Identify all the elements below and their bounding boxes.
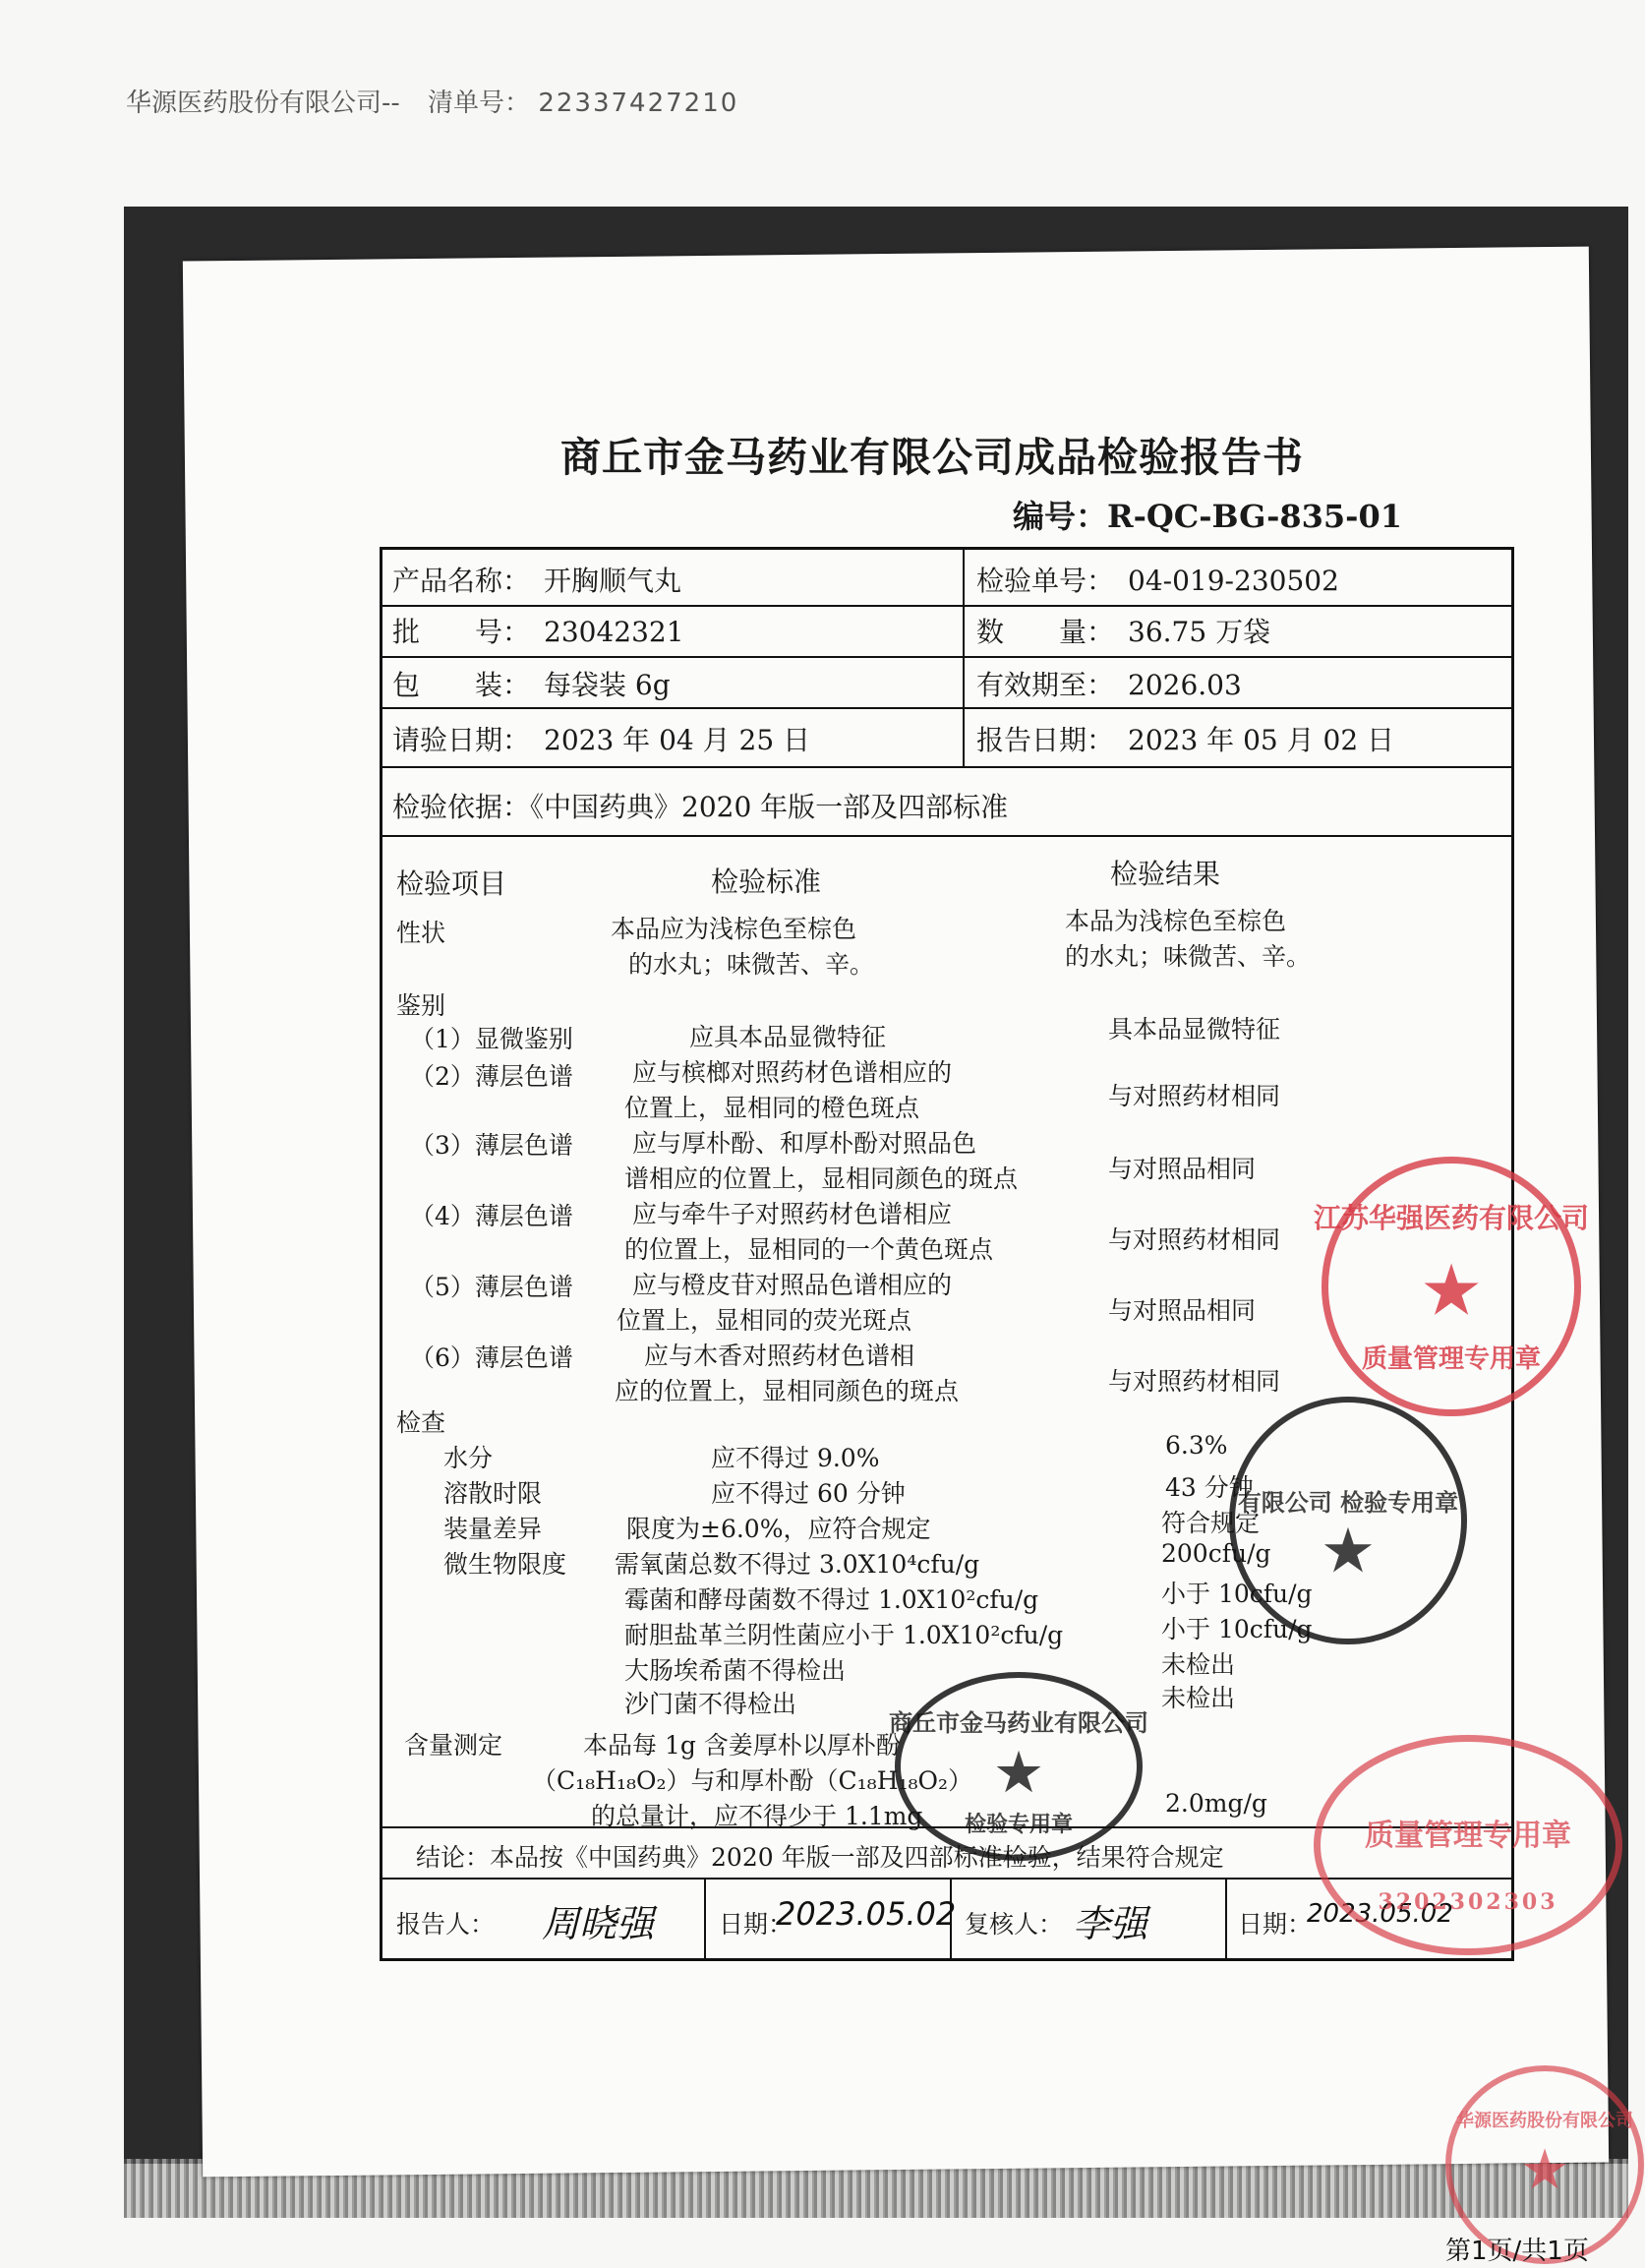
id-item-result: 具本品显微特征 <box>1108 1015 1281 1044</box>
red-qc-stamp <box>1314 1735 1622 1955</box>
traits-label: 性状 <box>396 919 446 947</box>
row-divider <box>382 605 1513 607</box>
assay-standard-3: 的总量计，应不得少于 1.1mg <box>591 1802 923 1830</box>
stamp-sub: 质量管理专用章 <box>1361 1344 1541 1374</box>
fill-standard: 限度为±6.0%，应符合规定 <box>626 1515 931 1543</box>
assay-standard-2: （C₁₈H₁₈O₂）与和厚朴酚（C₁₈H₁₈O₂） <box>532 1766 973 1795</box>
col-header-standard: 检验标准 <box>711 865 822 898</box>
star-icon: ★ <box>995 1743 1042 1803</box>
inspect-no-label: 检验单号： <box>976 565 1115 597</box>
page-footer: 第1页/共1页 <box>1445 2237 1589 2266</box>
basis-label: 检验依据： <box>392 791 531 823</box>
row-divider <box>382 707 1513 709</box>
id-item-result: 与对照药材相同 <box>1108 1367 1281 1396</box>
row-divider <box>382 766 1513 768</box>
id-item-result: 与对照药材相同 <box>1108 1082 1281 1110</box>
product-label: 产品名称： <box>392 565 531 597</box>
report-date-value: 2023 年 05 月 02 日 <box>1128 724 1395 756</box>
quantity-cell <box>976 611 1270 650</box>
list-number: 22337427210 <box>538 89 739 118</box>
conclusion: 结论：本品按《中国药典》2020 年版一部及四部标准检验，结果符合规定 <box>416 1843 1224 1872</box>
col-divider <box>704 1878 706 1960</box>
col-header-item: 检验项目 <box>396 867 507 900</box>
inspection-no-cell <box>976 560 1339 599</box>
traits-result-1: 本品为浅棕色至棕色 <box>1065 907 1287 935</box>
water-name: 水分 <box>443 1444 494 1472</box>
disintegration-name: 溶散时限 <box>443 1479 543 1508</box>
id-item-standard: 应与木香对照药材色谱相 <box>644 1342 915 1370</box>
id-item-standard: 应与厚朴酚、和厚朴酚对照品色 <box>632 1129 977 1158</box>
col-header-result: 检验结果 <box>1110 858 1221 890</box>
assay-standard-1: 本品每 1g 含姜厚朴以厚朴酚 <box>583 1731 901 1760</box>
microbe-standard: 耐胆盐革兰阴性菌应小于 1.0X10²cfu/g <box>624 1621 1064 1649</box>
stamp-black-text: 有限公司 检验专用章 <box>1237 1488 1459 1517</box>
id-item-result: 与对照品相同 <box>1108 1296 1257 1325</box>
traits-standard-2: 的水丸；味微苦、辛。 <box>628 950 875 979</box>
report-date-cell <box>976 719 1394 758</box>
inspect-no-value: 04-019-230502 <box>1128 565 1339 597</box>
stamp-sub: 质量管理专用章 <box>1365 1819 1571 1853</box>
basis-value: 《中国药典》2020 年版一部及四部标准 <box>530 791 1009 823</box>
red-quality-stamp <box>1314 1157 1590 1416</box>
stamp-company-name: 江苏华强医药有限公司 <box>1314 1202 1590 1234</box>
request-date-label: 请验日期： <box>392 724 531 756</box>
id-item-result: 与对照品相同 <box>1108 1155 1257 1183</box>
expiry-label: 有效期至： <box>976 669 1115 701</box>
date-handwritten: 2023.05.02 <box>776 1895 957 1933</box>
id-item-standard-2: 谱相应的位置上，显相同颜色的斑点 <box>624 1164 1019 1193</box>
basis-cell <box>392 786 1008 825</box>
id-item-name: （2）薄层色谱 <box>410 1062 573 1091</box>
id-item-name: （4）薄层色谱 <box>410 1202 573 1230</box>
disintegration-result: 43 分钟 <box>1165 1473 1254 1502</box>
water-standard: 应不得过 9.0% <box>711 1444 880 1472</box>
microbe-standard: 霉菌和酵母菌数不得过 1.0X10²cfu/g <box>624 1585 1039 1614</box>
id-item-standard-2: 位置上，显相同的橙色斑点 <box>624 1094 920 1122</box>
stamp-company-name: 商丘市金马药业有限公司 <box>889 1708 1148 1737</box>
fill-result: 符合规定 <box>1161 1509 1261 1537</box>
microbe-standard: 沙门菌不得检出 <box>624 1690 797 1718</box>
company-prefix: 华源医药股份有限公司-- <box>126 89 400 118</box>
qty-label: 数 量： <box>976 616 1115 648</box>
product-value: 开胸顺气丸 <box>544 565 682 597</box>
microbe-standard: 需氧菌总数不得过 3.0X10⁴cfu/g <box>615 1550 980 1579</box>
batch-cell <box>392 611 684 650</box>
disintegration-standard: 应不得过 60 分钟 <box>711 1479 906 1508</box>
batch-value: 23042321 <box>544 616 684 648</box>
stamp-sub: 检验专用章 <box>964 1812 1073 1837</box>
star-icon: ★ <box>1423 1254 1480 1328</box>
id-item-name: （1）显微鉴别 <box>410 1025 573 1053</box>
assay-result: 2.0mg/g <box>1165 1789 1267 1818</box>
identification-label: 鉴别 <box>396 991 446 1020</box>
reporter-label: 报告人： <box>396 1910 496 1939</box>
id-item-standard: 应与橙皮苷对照品色谱相应的 <box>632 1271 953 1299</box>
date2-handwritten: 2023.05.02 <box>1307 1899 1453 1929</box>
black-company-stamp <box>889 1672 1148 1861</box>
microbe-name: 微生物限度 <box>443 1550 567 1579</box>
date2-label: 日期： <box>1238 1910 1313 1939</box>
fill-name: 装量差异 <box>443 1515 543 1543</box>
microbe-standard: 大肠埃希菌不得检出 <box>624 1656 847 1685</box>
id-item-name: （3）薄层色谱 <box>410 1131 573 1160</box>
row-divider <box>382 835 1513 837</box>
microbe-result: 200cfu/g <box>1161 1539 1271 1568</box>
id-item-standard: 应与牵牛子对照药材色谱相应 <box>632 1200 953 1228</box>
microbe-result: 小于 10cfu/g <box>1161 1615 1313 1643</box>
col-divider <box>1225 1878 1227 1960</box>
doc-number-label: 编号： <box>1013 498 1108 535</box>
id-item-result: 与对照药材相同 <box>1108 1225 1281 1254</box>
id-item-name: （5）薄层色谱 <box>410 1273 573 1301</box>
id-item-standard: 应具本品显微特征 <box>689 1023 887 1051</box>
row-divider <box>382 656 1513 658</box>
expiry-value: 2026.03 <box>1128 669 1242 701</box>
microbe-result: 小于 10cfu/g <box>1161 1580 1313 1608</box>
pack-value: 每袋装 6g <box>544 669 671 701</box>
star-icon: ★ <box>1322 1519 1374 1583</box>
reporter-signature: 周晓强 <box>542 1902 655 1945</box>
stamp-company-name: 华源医药股份有限公司 <box>1456 2111 1633 2131</box>
col-divider <box>963 550 965 766</box>
black-inspection-stamp <box>1229 1397 1467 1644</box>
checks-label: 检查 <box>396 1408 446 1437</box>
reviewer-label: 复核人： <box>965 1910 1064 1939</box>
request-date-value: 2023 年 04 月 25 日 <box>544 724 811 756</box>
id-item-name: （6）薄层色谱 <box>410 1343 573 1372</box>
reviewer-signature: 李强 <box>1073 1902 1148 1945</box>
traits-result-2: 的水丸；味微苦、辛。 <box>1065 942 1312 971</box>
stamp-number: 3202302303 <box>1378 1889 1558 1915</box>
assay-label: 含量测定 <box>404 1731 503 1760</box>
id-item-standard-2: 位置上，显相同的荧光斑点 <box>617 1306 912 1335</box>
pack-label: 包 装： <box>392 669 531 701</box>
product-name-cell <box>392 560 681 599</box>
request-date-cell <box>392 719 810 758</box>
report-title: 商丘市金马药业有限公司成品检验报告书 <box>560 434 1304 481</box>
water-result: 6.3% <box>1165 1431 1228 1460</box>
id-item-standard: 应与槟榔对照药材色谱相应的 <box>632 1058 953 1087</box>
microbe-result: 未检出 <box>1161 1684 1236 1712</box>
microbe-result: 未检出 <box>1161 1650 1236 1679</box>
id-item-standard-2: 的位置上，显相同的一个黄色斑点 <box>624 1235 994 1264</box>
date-label: 日期： <box>719 1910 793 1939</box>
traits-standard-1: 本品应为浅棕色至棕色 <box>611 915 857 943</box>
list-label: 清单号： <box>428 89 531 118</box>
package-cell <box>392 664 671 703</box>
doc-number <box>1013 492 1402 537</box>
qty-value: 36.75 万袋 <box>1128 616 1271 648</box>
doc-number-value: R-QC-BG-835-01 <box>1107 498 1402 535</box>
batch-label: 批 号： <box>392 616 531 648</box>
expiry-cell <box>976 664 1242 703</box>
id-item-standard-2: 应的位置上，显相同颜色的斑点 <box>615 1377 960 1405</box>
report-date-label: 报告日期： <box>976 724 1115 756</box>
star-icon: ★ <box>1522 2140 1567 2198</box>
